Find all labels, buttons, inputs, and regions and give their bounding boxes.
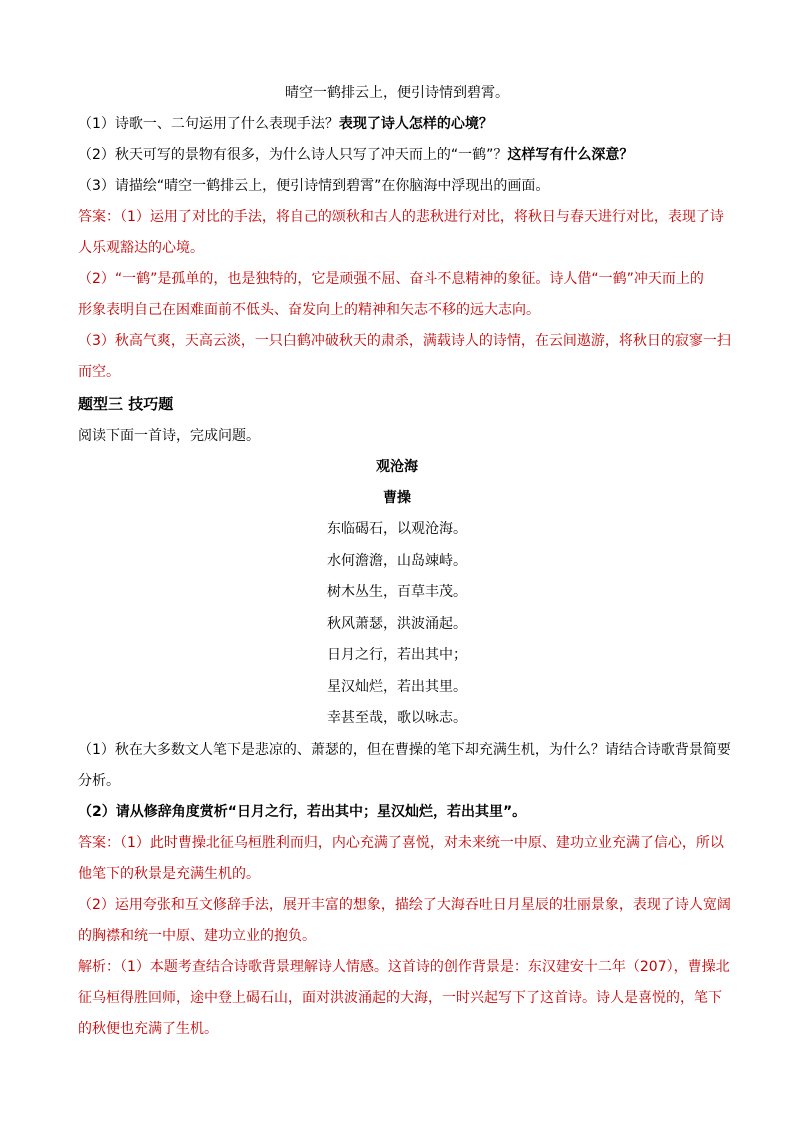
answer-line: （3）秋高气爽，天高云淡，一只白鹤冲破秋天的肃杀，满载诗人的诗情，在云间遨游，将秋日的寂寥一扫 [78, 333, 731, 349]
poem-line-top: 晴空一鹤排云上，便引诗情到碧霄。 [285, 85, 509, 101]
answer-line: 答案：（1）运用了对比的手法，将自己的颂秋和古人的悲秋进行对比，将秋日与春天进行对比，表现了诗 [78, 209, 724, 225]
answer-line: 而空。 [78, 364, 120, 380]
answer-line: 答案：（1）此时曹操北征乌桓胜利而归，内心充满了喜悦，对未来统一中原、建功立业充满了信心，所以 [78, 834, 724, 851]
question-1 [78, 109, 716, 140]
analysis-line: 解析：（1）本题考查结合诗歌背景理解诗人情感。这首诗的创作背景是：东汉建安十二年（207），曹操北 [78, 958, 730, 975]
question-2 [78, 140, 716, 171]
poem-line: 幸甚至哉，歌以咏志。 [327, 710, 467, 726]
poem-line: 树木丛生，百草丰茂。 [327, 584, 467, 600]
analysis-line: 征乌桓得胜回师，途中登上碣石山，面对洪波涌起的大海，一时兴起写下了这首诗。诗人是喜悦的，笔下 [78, 989, 722, 1006]
question-4-line: 分析。 [78, 772, 120, 789]
question-2-bold: 这样写有什么深意？ [507, 147, 634, 163]
answer-line: 人乐观豁达的心境。 [78, 240, 204, 256]
question-1-text: （1）诗歌一、二句运用了什么表现手法？ [78, 116, 339, 132]
poem-line: 水何澹澹，山岛竦峙。 [327, 552, 467, 569]
answer-line: 形象表明自己在困难面前不低头、奋发向上的精神和矢志不移的远大志向。 [78, 302, 540, 318]
poem-author: 曹操 [383, 490, 411, 506]
instruction: 阅读下面一首诗，完成问题。 [78, 428, 260, 444]
poem-line: 日月之行，若出其中； [327, 647, 467, 663]
poem-line: 秋风萧瑟，洪波涌起。 [327, 615, 467, 632]
answer-line: 的胸襟和统一中原、建功立业的抱负。 [78, 927, 316, 944]
answer-line: （2）“一鹤”是孤单的，也是独特的，它是顽强不屈、奋斗不息精神的象征。诗人借“一鹤”冲天而上的 [78, 271, 704, 287]
question-2-text: （2）秋天可写的景物有很多，为什么诗人只写了冲天而上的“一鹤”？ [78, 147, 508, 163]
question-1-bold: 表现了诗人怎样的心境？ [338, 116, 493, 132]
question-4-line: （1）秋在大多数文人笔下是悲凉的、萧瑟的，但在曹操的笔下却充满生机，为什么？请结合诗歌背景简要 [78, 741, 731, 758]
question-5: （2）请从修辞角度赏析“日月之行，若出其中；星汉灿烂，若出其里”。 [78, 803, 527, 820]
poem-line: 星汉灿烂，若出其里。 [327, 678, 467, 695]
answer-line: 他笔下的秋景是充满生机的。 [78, 865, 260, 882]
question-3: （3）请描绘“晴空一鹤排云上，便引诗情到碧霄”在你脑海中浮现出的画面。 [78, 178, 550, 194]
poem-title: 观沧海 [376, 459, 418, 475]
poem-line: 东临碣石，以观沧海。 [327, 521, 467, 537]
answer-line: （2）运用夸张和互文修辞手法，展开丰富的想象，描绘了大海吞吐日月星辰的壮丽景象，表现了诗人宽阔 [78, 896, 731, 913]
analysis-line: 的秋便也充满了生机。 [78, 1020, 218, 1037]
section-title: 题型三 技巧题 [78, 395, 174, 413]
